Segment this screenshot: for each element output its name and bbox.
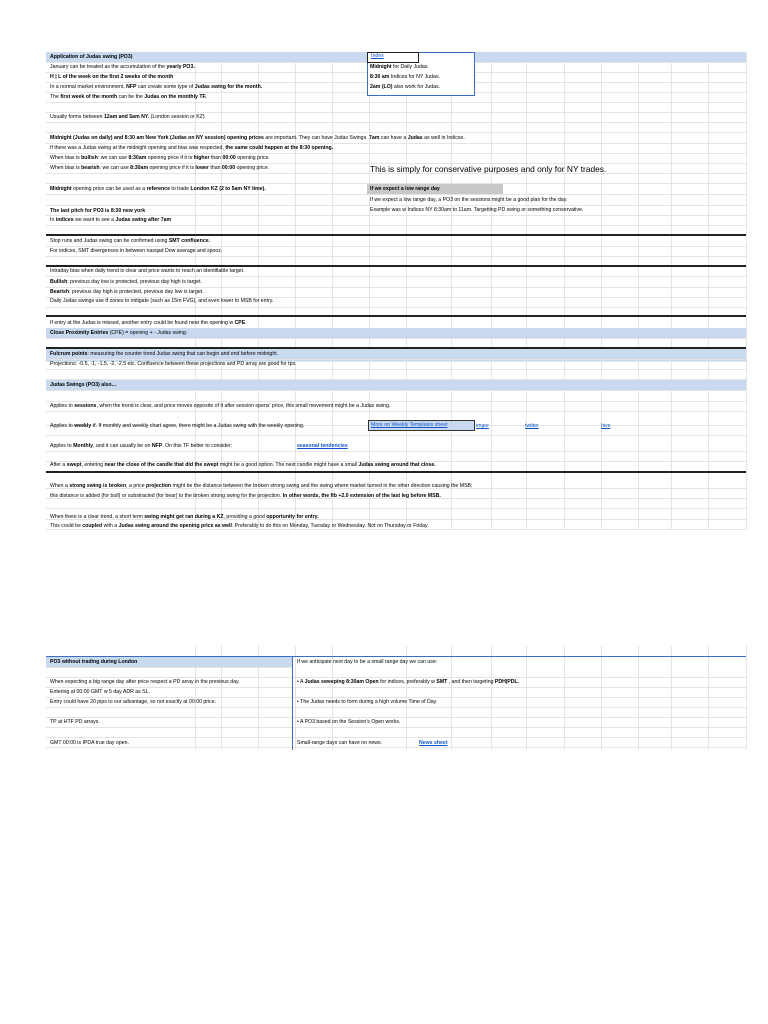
text-row: TP at HTF PD arrays. xyxy=(50,719,100,725)
section-title-judas-po3: Application of Judas swing (PO3) xyxy=(50,54,133,60)
index-row: 2am (LO) also work for Judas. xyxy=(370,84,441,90)
text-row: Applies to weekly tf. If monthly and weekly chart agree, there might be a Judas swing with the weekly opening. xyxy=(50,423,305,429)
weekly-templates-link[interactable]: More on Weekly Templates sheet xyxy=(371,422,448,428)
text-row: If we anticipate next day to be a small range day we can use: xyxy=(297,659,438,665)
text-row: GMT 00:00 is IPDA true day open. xyxy=(50,740,129,746)
text-row: If entry at the Judas is missed, another entry could be found near the opening w CPE. xyxy=(50,320,247,326)
text-row: Small-range days can have no news. xyxy=(297,740,383,746)
text-row: Midnight opening price can be used as a reference to trade London KZ (2 to 5am NY time). xyxy=(50,186,266,192)
text-row: Intraday bias when daily trend is clear and price wants to reach an identifiable target. xyxy=(50,268,245,274)
text-row: • A Judas sweeping 8:30am Open for indices, preferably w SMT , and then targeting PDH|PDL. xyxy=(297,679,520,685)
text-row: Example was w Indices NY 8:30am to 11am. Targetting PD swing or something conservative. xyxy=(370,207,584,213)
text-row: The first week of the month can be the Judas on the monthly TF. xyxy=(50,94,207,100)
text-row: For indices, SMT divergences in between nasqad Dow average and spooz. xyxy=(50,248,223,254)
hive-link[interactable]: hive xyxy=(601,423,611,429)
low-range-title: If we expect a low range day xyxy=(370,186,440,192)
text-row: Entry could have 20 pips to our advantage, so not exactly at 00:00 price. xyxy=(50,699,217,705)
text-row: Applies to sessions, when the trend is clear, and price moves opposite of it after session opens' price, this small movement might be a Judas swing. xyxy=(50,403,391,409)
twitter-link[interactable]: twitter xyxy=(525,423,539,429)
column-divider xyxy=(292,656,293,750)
text-row: If we expect a low range day, a PO3 on the sessions might be a good plan for the day. xyxy=(370,197,568,203)
text-row: When there is a clear trend, a short term swing might get ran during a KZ, providing a good opportunity for entry. xyxy=(50,514,319,520)
text-row: When expecting a big range day after price respect a PD array in the previous day. xyxy=(50,679,240,685)
text-row: January can be treated as the accumulation of the yearly PO3. xyxy=(50,64,195,70)
text-row: H | L of the week on the first 2 weeks of the month xyxy=(50,74,174,80)
index-link[interactable]: Index xyxy=(371,53,384,59)
text-row: In indices we want to see a Judas swing after 7am xyxy=(50,217,172,223)
text-row: If there was a Judas swing at the midnight opening and bias was respected, the same could happen at the 8:30 opening. xyxy=(50,145,334,151)
text-row: The last pitch for PO3 is 8:30 new york xyxy=(50,208,146,214)
text-row: When bias is bullish: we can use 8:30am opening price if it is higher than 00:00 opening price. xyxy=(50,155,270,161)
text-row: Midnight (Judas on daily) and 8:30 am New York (Judas on NY session) opening prices are important. They can have Judas Swings. 7am can have a Judas as well in Indices. xyxy=(50,135,465,141)
text-row: When bias is bearish: we can use 8:30am opening price if it is lower than 00:00 opening price. xyxy=(50,165,270,171)
imgur-link[interactable]: imgur xyxy=(476,423,489,429)
text-row: Close Proximity Entries (CPE) = opening + - Judas swing. xyxy=(50,330,188,336)
text-row: Bullish: previous day low is protected, previous day high is target. xyxy=(50,279,202,285)
text-row: This could be coupled with a Judas swing around the opening price as well. Preferably to do this on Monday, Tuesday or Wednesday. Not on Thursday or Friday. xyxy=(50,523,429,529)
seasonal-tendencies-link[interactable]: seasonal tendencies xyxy=(297,443,348,449)
index-row: 8:30 am Indices for NY Judas. xyxy=(370,74,440,80)
text-row: • The Judas needs to form during a high volume Time of Day. xyxy=(297,699,438,705)
text-row: Entering at 00:00 GMT w 5 day ADR as SL. xyxy=(50,689,150,695)
index-row: Midnight for Daily Judas. xyxy=(370,64,429,70)
text-row: Apples to Monthly, and it can usually be on NFP. On this TF better to consider: xyxy=(50,443,233,449)
text-row: • A PO3 based on the Session's Open works. xyxy=(297,719,401,725)
text-row: Bearish: previous day high is protected, previous day low is target. xyxy=(50,289,204,295)
text-row: Usually forms between 12am and 5am NY. (London session or KZ) xyxy=(50,114,205,120)
news-sheet-link[interactable]: News sheet xyxy=(419,740,448,746)
text-row: Fulcrum points: measuring the counter trend Judas swing that can begin and end before midnight. xyxy=(50,351,279,357)
text-row: Daily Judas swings use tf zones to mitigate (such as 15m FVG), and even lower to MSB for entry. xyxy=(50,298,274,304)
section-title-judas-also: Judas Swings (PO3) also... xyxy=(50,382,117,388)
text-row: In a normal market environment, NFP can create some type of Judas swing for the month. xyxy=(50,84,263,90)
conservative-note: This is simply for conservative purposes and only for NY trades. xyxy=(370,164,607,174)
text-row: Projections: -0.5, -1, -1.5, -2, -2.5 etc. Confluence between these projections and PD array are good for tps. xyxy=(50,361,297,367)
text-row: Stop runs and Judas swing can be confirmed using SMT confluence. xyxy=(50,238,211,244)
section-title-po3-london: PO3 without trading during London xyxy=(50,659,138,665)
text-row: this distance is added (for bull) or substracted (for bear) to the broken strong swing for the projection. In other words, the fib +2.0 extension of the last leg before MSB. xyxy=(50,493,441,499)
text-row: When a strong swing is broken, a price projection might be the distance between the broken strong swing and the swing where market turned in the other direction causing the MSB; xyxy=(50,483,473,489)
text-row: After a swept, entering near the close of the candle that did the swept might be a good option. The next candle might have a small Judas swing around that close. xyxy=(50,462,436,468)
